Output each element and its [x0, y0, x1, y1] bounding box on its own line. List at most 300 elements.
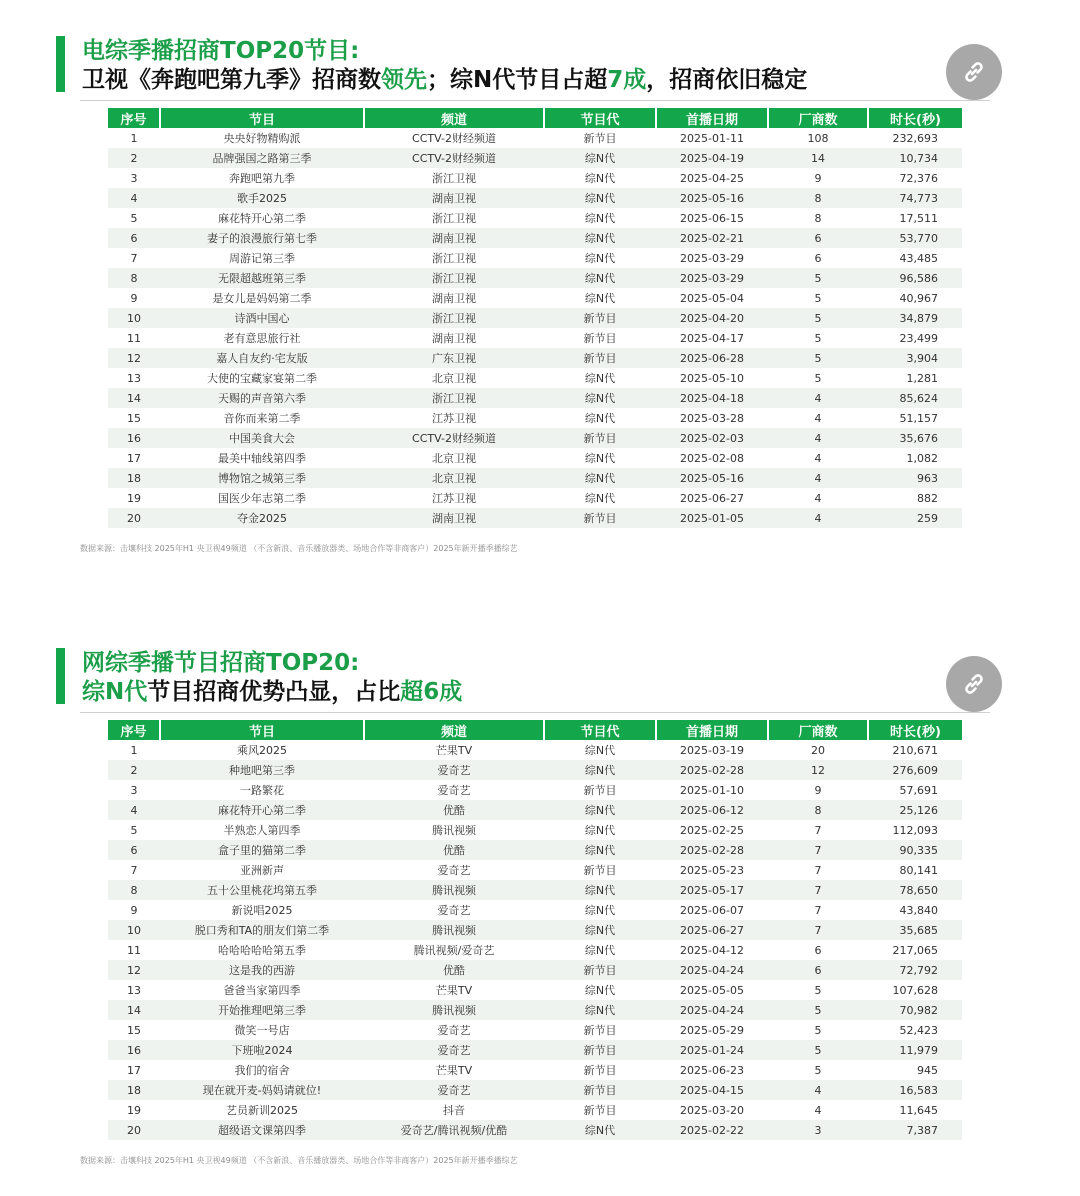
- rank-cell: 7: [108, 860, 160, 880]
- date-cell: 2025-05-05: [656, 980, 768, 1000]
- program-cell: 乘风2025: [160, 740, 364, 760]
- channel-cell: 爱奇艺/腾讯视频/优酷: [364, 1120, 544, 1140]
- sponsor-count-cell: 5: [768, 308, 868, 328]
- channel-cell: 浙江卫视: [364, 268, 544, 288]
- rank-cell: 6: [108, 840, 160, 860]
- sponsor-count-cell: 4: [768, 408, 868, 428]
- date-cell: 2025-05-16: [656, 468, 768, 488]
- program-cell: 音你而来第二季: [160, 408, 364, 428]
- program-cell: 盒子里的猫第二季: [160, 840, 364, 860]
- duration-cell: 232,693: [868, 128, 962, 148]
- sponsor-count-cell: 12: [768, 760, 868, 780]
- channel-cell: 抖音: [364, 1100, 544, 1120]
- type-cell: 综N代: [544, 468, 656, 488]
- column-header: 节目代: [544, 720, 656, 740]
- date-cell: 2025-04-25: [656, 168, 768, 188]
- rank-cell: 10: [108, 920, 160, 940]
- program-cell: 是女儿是妈妈第二季: [160, 288, 364, 308]
- subtitle-highlight: 超6成: [400, 679, 463, 705]
- rank-cell: 14: [108, 388, 160, 408]
- table-row: [108, 208, 962, 228]
- sponsor-count-cell: 3: [768, 1120, 868, 1140]
- table-row: [108, 1060, 962, 1080]
- sponsor-count-cell: 4: [768, 1100, 868, 1120]
- channel-cell: 北京卫视: [364, 368, 544, 388]
- program-cell: 奔跑吧第九季: [160, 168, 364, 188]
- table-row: [108, 188, 962, 208]
- rank-cell: 13: [108, 368, 160, 388]
- sponsor-count-cell: 14: [768, 148, 868, 168]
- program-cell: 天赐的声音第六季: [160, 388, 364, 408]
- duration-cell: 51,157: [868, 408, 962, 428]
- table-row: [108, 488, 962, 508]
- channel-cell: 湖南卫视: [364, 288, 544, 308]
- channel-cell: 广东卫视: [364, 348, 544, 368]
- table-row: [108, 348, 962, 368]
- type-cell: 新节目: [544, 1060, 656, 1080]
- table-row: [108, 840, 962, 860]
- sponsor-count-cell: 4: [768, 388, 868, 408]
- rank-cell: 15: [108, 1020, 160, 1040]
- rank-cell: 18: [108, 468, 160, 488]
- table-row: [108, 800, 962, 820]
- sponsor-count-cell: 7: [768, 860, 868, 880]
- type-cell: 新节目: [544, 1040, 656, 1060]
- table-row: [108, 268, 962, 288]
- type-cell: 新节目: [544, 860, 656, 880]
- channel-cell: 浙江卫视: [364, 168, 544, 188]
- rank-cell: 11: [108, 328, 160, 348]
- table-row: [108, 940, 962, 960]
- rank-cell: 17: [108, 1060, 160, 1080]
- column-header: 厂商数: [768, 720, 868, 740]
- rank-cell: 15: [108, 408, 160, 428]
- table-row: [108, 1040, 962, 1060]
- type-cell: 综N代: [544, 980, 656, 1000]
- program-cell: 超级语文课第四季: [160, 1120, 364, 1140]
- type-cell: 综N代: [544, 388, 656, 408]
- duration-cell: 35,685: [868, 920, 962, 940]
- table-row: [108, 288, 962, 308]
- duration-cell: 3,904: [868, 348, 962, 368]
- duration-cell: 217,065: [868, 940, 962, 960]
- rank-cell: 17: [108, 448, 160, 468]
- rank-cell: 19: [108, 1100, 160, 1120]
- link-icon[interactable]: [946, 656, 1002, 712]
- rank-cell: 3: [108, 780, 160, 800]
- channel-cell: 湖南卫视: [364, 328, 544, 348]
- channel-cell: 芒果TV: [364, 1060, 544, 1080]
- program-cell: 麻花特开心第二季: [160, 800, 364, 820]
- date-cell: 2025-05-10: [656, 368, 768, 388]
- program-cell: 大使的宝藏家宴第二季: [160, 368, 364, 388]
- section-title: 电综季播招商TOP20节目:: [82, 38, 360, 64]
- table-header-row: [108, 720, 962, 740]
- subtitle-highlight: 7成: [607, 67, 647, 93]
- date-cell: 2025-01-24: [656, 1040, 768, 1060]
- program-cell: 新说唱2025: [160, 900, 364, 920]
- duration-cell: 35,676: [868, 428, 962, 448]
- rank-cell: 8: [108, 268, 160, 288]
- sponsor-count-cell: 4: [768, 508, 868, 528]
- duration-cell: 210,671: [868, 740, 962, 760]
- duration-cell: 11,979: [868, 1040, 962, 1060]
- column-header: 厂商数: [768, 108, 868, 128]
- subtitle-part: ，招商依旧稳定: [646, 67, 808, 93]
- rank-cell: 8: [108, 880, 160, 900]
- subtitle-part: ；综N代节目占超: [427, 67, 608, 93]
- program-cell: 现在就开麦-妈妈请就位!: [160, 1080, 364, 1100]
- duration-cell: 96,586: [868, 268, 962, 288]
- duration-cell: 945: [868, 1060, 962, 1080]
- type-cell: 综N代: [544, 840, 656, 860]
- type-cell: 新节目: [544, 780, 656, 800]
- title-accent-bar: [56, 648, 65, 704]
- table-row: [108, 900, 962, 920]
- table-row: [108, 920, 962, 940]
- table-row: [108, 228, 962, 248]
- program-cell: 种地吧第三季: [160, 760, 364, 780]
- channel-cell: 江苏卫视: [364, 488, 544, 508]
- rank-cell: 12: [108, 348, 160, 368]
- sponsor-count-cell: 4: [768, 428, 868, 448]
- type-cell: 综N代: [544, 188, 656, 208]
- table-row: [108, 1020, 962, 1040]
- type-cell: 综N代: [544, 820, 656, 840]
- sponsor-count-cell: 7: [768, 920, 868, 940]
- date-cell: 2025-04-20: [656, 308, 768, 328]
- program-cell: 一路繁花: [160, 780, 364, 800]
- column-header: 节目: [160, 108, 364, 128]
- date-cell: 2025-02-08: [656, 448, 768, 468]
- sponsor-count-cell: 5: [768, 1020, 868, 1040]
- rank-cell: 20: [108, 1120, 160, 1140]
- type-cell: 新节目: [544, 428, 656, 448]
- table-row: [108, 248, 962, 268]
- channel-cell: CCTV-2财经频道: [364, 428, 544, 448]
- type-cell: 综N代: [544, 268, 656, 288]
- program-cell: 最美中轴线第四季: [160, 448, 364, 468]
- sponsor-count-cell: 8: [768, 800, 868, 820]
- type-cell: 综N代: [544, 488, 656, 508]
- sponsor-count-cell: 6: [768, 228, 868, 248]
- duration-cell: 963: [868, 468, 962, 488]
- column-header: 序号: [108, 720, 160, 740]
- type-cell: 综N代: [544, 408, 656, 428]
- subtitle-part: 节目招商优势凸显，占比: [147, 679, 401, 705]
- type-cell: 综N代: [544, 940, 656, 960]
- program-cell: 国医少年志第二季: [160, 488, 364, 508]
- date-cell: 2025-04-15: [656, 1080, 768, 1100]
- date-cell: 2025-06-28: [656, 348, 768, 368]
- date-cell: 2025-02-22: [656, 1120, 768, 1140]
- sponsor-count-cell: 4: [768, 468, 868, 488]
- table-row: [108, 508, 962, 528]
- table-row: [108, 388, 962, 408]
- rank-cell: 11: [108, 940, 160, 960]
- sponsor-count-cell: 9: [768, 780, 868, 800]
- type-cell: 新节目: [544, 960, 656, 980]
- date-cell: 2025-02-21: [656, 228, 768, 248]
- date-cell: 2025-03-28: [656, 408, 768, 428]
- type-cell: 新节目: [544, 308, 656, 328]
- duration-cell: 17,511: [868, 208, 962, 228]
- rank-cell: 19: [108, 488, 160, 508]
- program-cell: 亚洲新声: [160, 860, 364, 880]
- type-cell: 综N代: [544, 248, 656, 268]
- table-row: [108, 780, 962, 800]
- rank-cell: 14: [108, 1000, 160, 1020]
- sponsor-count-cell: 4: [768, 1080, 868, 1100]
- program-cell: 五十公里桃花坞第五季: [160, 880, 364, 900]
- program-cell: 这是我的西游: [160, 960, 364, 980]
- type-cell: 综N代: [544, 760, 656, 780]
- divider: [80, 100, 990, 101]
- table-row: [108, 328, 962, 348]
- type-cell: 综N代: [544, 208, 656, 228]
- date-cell: 2025-02-03: [656, 428, 768, 448]
- date-cell: 2025-05-17: [656, 880, 768, 900]
- sponsor-count-cell: 6: [768, 940, 868, 960]
- program-cell: 周游记第三季: [160, 248, 364, 268]
- duration-cell: 276,609: [868, 760, 962, 780]
- date-cell: 2025-01-10: [656, 780, 768, 800]
- web-ranking-table: [108, 720, 962, 1140]
- duration-cell: 259: [868, 508, 962, 528]
- sponsor-count-cell: 5: [768, 1060, 868, 1080]
- program-cell: 老有意思旅行社: [160, 328, 364, 348]
- link-icon-glyph: [961, 59, 987, 85]
- table-row: [108, 740, 962, 760]
- rank-cell: 9: [108, 900, 160, 920]
- channel-cell: 浙江卫视: [364, 248, 544, 268]
- type-cell: 综N代: [544, 1120, 656, 1140]
- sponsor-count-cell: 7: [768, 880, 868, 900]
- type-cell: 综N代: [544, 740, 656, 760]
- date-cell: 2025-05-16: [656, 188, 768, 208]
- rank-cell: 16: [108, 1040, 160, 1060]
- type-cell: 新节目: [544, 1080, 656, 1100]
- rank-cell: 1: [108, 740, 160, 760]
- rank-cell: 4: [108, 188, 160, 208]
- column-header: 时长(秒): [868, 108, 962, 128]
- program-cell: 诗酒中国心: [160, 308, 364, 328]
- date-cell: 2025-02-28: [656, 760, 768, 780]
- date-cell: 2025-04-12: [656, 940, 768, 960]
- date-cell: 2025-05-04: [656, 288, 768, 308]
- date-cell: 2025-05-23: [656, 860, 768, 880]
- program-cell: 半熟恋人第四季: [160, 820, 364, 840]
- channel-cell: 爱奇艺: [364, 860, 544, 880]
- channel-cell: 爱奇艺: [364, 780, 544, 800]
- channel-cell: 优酷: [364, 800, 544, 820]
- channel-cell: 芒果TV: [364, 740, 544, 760]
- duration-cell: 11,645: [868, 1100, 962, 1120]
- sponsor-count-cell: 5: [768, 288, 868, 308]
- type-cell: 综N代: [544, 168, 656, 188]
- table-header-row: [108, 108, 962, 128]
- table-row: [108, 760, 962, 780]
- duration-cell: 52,423: [868, 1020, 962, 1040]
- rank-cell: 12: [108, 960, 160, 980]
- rank-cell: 2: [108, 760, 160, 780]
- duration-cell: 7,387: [868, 1120, 962, 1140]
- channel-cell: 浙江卫视: [364, 308, 544, 328]
- duration-cell: 40,967: [868, 288, 962, 308]
- duration-cell: 57,691: [868, 780, 962, 800]
- rank-cell: 7: [108, 248, 160, 268]
- date-cell: 2025-05-29: [656, 1020, 768, 1040]
- duration-cell: 25,126: [868, 800, 962, 820]
- tv-ranking-table: [108, 108, 962, 528]
- channel-cell: 爱奇艺: [364, 1080, 544, 1100]
- duration-cell: 107,628: [868, 980, 962, 1000]
- sponsor-count-cell: 20: [768, 740, 868, 760]
- section-subtitle: [82, 61, 807, 94]
- channel-cell: 爱奇艺: [364, 1020, 544, 1040]
- sponsor-count-cell: 5: [768, 1000, 868, 1020]
- duration-cell: 10,734: [868, 148, 962, 168]
- duration-cell: 74,773: [868, 188, 962, 208]
- channel-cell: 腾讯视频/爱奇艺: [364, 940, 544, 960]
- table-row: [108, 980, 962, 1000]
- date-cell: 2025-04-24: [656, 1000, 768, 1020]
- channel-cell: 芒果TV: [364, 980, 544, 1000]
- channel-cell: 湖南卫视: [364, 508, 544, 528]
- date-cell: 2025-04-24: [656, 960, 768, 980]
- section-subtitle: [82, 673, 462, 706]
- subtitle-highlight: 领先: [381, 67, 427, 93]
- channel-cell: CCTV-2财经频道: [364, 128, 544, 148]
- program-cell: 爸爸当家第四季: [160, 980, 364, 1000]
- channel-cell: 爱奇艺: [364, 1040, 544, 1060]
- sponsor-count-cell: 8: [768, 188, 868, 208]
- duration-cell: 80,141: [868, 860, 962, 880]
- duration-cell: 1,281: [868, 368, 962, 388]
- duration-cell: 34,879: [868, 308, 962, 328]
- table-row: [108, 428, 962, 448]
- program-cell: 下班啦2024: [160, 1040, 364, 1060]
- channel-cell: CCTV-2财经频道: [364, 148, 544, 168]
- date-cell: 2025-01-11: [656, 128, 768, 148]
- table-row: [108, 408, 962, 428]
- program-cell: 无限超越班第三季: [160, 268, 364, 288]
- date-cell: 2025-02-28: [656, 840, 768, 860]
- date-cell: 2025-01-05: [656, 508, 768, 528]
- program-cell: 夺金2025: [160, 508, 364, 528]
- sponsor-count-cell: 5: [768, 368, 868, 388]
- rank-cell: 9: [108, 288, 160, 308]
- table-row: [108, 880, 962, 900]
- rank-cell: 3: [108, 168, 160, 188]
- type-cell: 新节目: [544, 508, 656, 528]
- rank-cell: 10: [108, 308, 160, 328]
- column-header: 序号: [108, 108, 160, 128]
- table-row: [108, 468, 962, 488]
- program-cell: 品牌强国之路第三季: [160, 148, 364, 168]
- sponsor-count-cell: 7: [768, 840, 868, 860]
- channel-cell: 优酷: [364, 960, 544, 980]
- program-cell: 艺员新训2025: [160, 1100, 364, 1120]
- sponsor-count-cell: 6: [768, 248, 868, 268]
- date-cell: 2025-02-25: [656, 820, 768, 840]
- date-cell: 2025-03-20: [656, 1100, 768, 1120]
- channel-cell: 浙江卫视: [364, 388, 544, 408]
- rank-cell: 16: [108, 428, 160, 448]
- date-cell: 2025-04-18: [656, 388, 768, 408]
- duration-cell: 23,499: [868, 328, 962, 348]
- date-cell: 2025-06-15: [656, 208, 768, 228]
- duration-cell: 70,982: [868, 1000, 962, 1020]
- channel-cell: 腾讯视频: [364, 920, 544, 940]
- date-cell: 2025-06-12: [656, 800, 768, 820]
- table-row: [108, 1080, 962, 1100]
- program-cell: 歌手2025: [160, 188, 364, 208]
- sponsor-count-cell: 5: [768, 1040, 868, 1060]
- rank-cell: 13: [108, 980, 160, 1000]
- table-row: [108, 1000, 962, 1020]
- date-cell: 2025-06-27: [656, 920, 768, 940]
- channel-cell: 腾讯视频: [364, 820, 544, 840]
- duration-cell: 882: [868, 488, 962, 508]
- table-row: [108, 148, 962, 168]
- channel-cell: 江苏卫视: [364, 408, 544, 428]
- column-header: 时长(秒): [868, 720, 962, 740]
- table-row: [108, 448, 962, 468]
- column-header: 节目代: [544, 108, 656, 128]
- type-cell: 新节目: [544, 1020, 656, 1040]
- link-icon[interactable]: [946, 44, 1002, 100]
- program-cell: 中国美食大会: [160, 428, 364, 448]
- table-row: [108, 308, 962, 328]
- program-cell: 我们的宿舍: [160, 1060, 364, 1080]
- channel-cell: 爱奇艺: [364, 760, 544, 780]
- channel-cell: 爱奇艺: [364, 900, 544, 920]
- duration-cell: 16,583: [868, 1080, 962, 1100]
- duration-cell: 85,624: [868, 388, 962, 408]
- type-cell: 新节目: [544, 128, 656, 148]
- link-icon-glyph: [961, 671, 987, 697]
- channel-cell: 浙江卫视: [364, 208, 544, 228]
- sponsor-count-cell: 4: [768, 488, 868, 508]
- type-cell: 综N代: [544, 900, 656, 920]
- duration-cell: 1,082: [868, 448, 962, 468]
- rank-cell: 5: [108, 208, 160, 228]
- sponsor-count-cell: 6: [768, 960, 868, 980]
- column-header: 首播日期: [656, 720, 768, 740]
- table-row: [108, 368, 962, 388]
- program-cell: 央央好物精购派: [160, 128, 364, 148]
- data-source-note: 数据来源：击壤科技 2025年H1 央卫视49频道 （不含新浪、音乐播放器类、场地合作等非商客户）2025年新开播季播综艺: [80, 1156, 518, 1165]
- rank-cell: 20: [108, 508, 160, 528]
- title-accent-bar: [56, 36, 65, 92]
- duration-cell: 53,770: [868, 228, 962, 248]
- program-cell: 麻花特开心第二季: [160, 208, 364, 228]
- subtitle-highlight: 综N代: [82, 679, 148, 705]
- sponsor-count-cell: 7: [768, 820, 868, 840]
- channel-cell: 湖南卫视: [364, 228, 544, 248]
- table-row: [108, 128, 962, 148]
- rank-cell: 1: [108, 128, 160, 148]
- channel-cell: 腾讯视频: [364, 1000, 544, 1020]
- program-cell: 嘉人自友约·宅友版: [160, 348, 364, 368]
- type-cell: 综N代: [544, 800, 656, 820]
- column-header: 频道: [364, 720, 544, 740]
- column-header: 首播日期: [656, 108, 768, 128]
- program-cell: 开始推理吧第三季: [160, 1000, 364, 1020]
- type-cell: 综N代: [544, 148, 656, 168]
- date-cell: 2025-04-19: [656, 148, 768, 168]
